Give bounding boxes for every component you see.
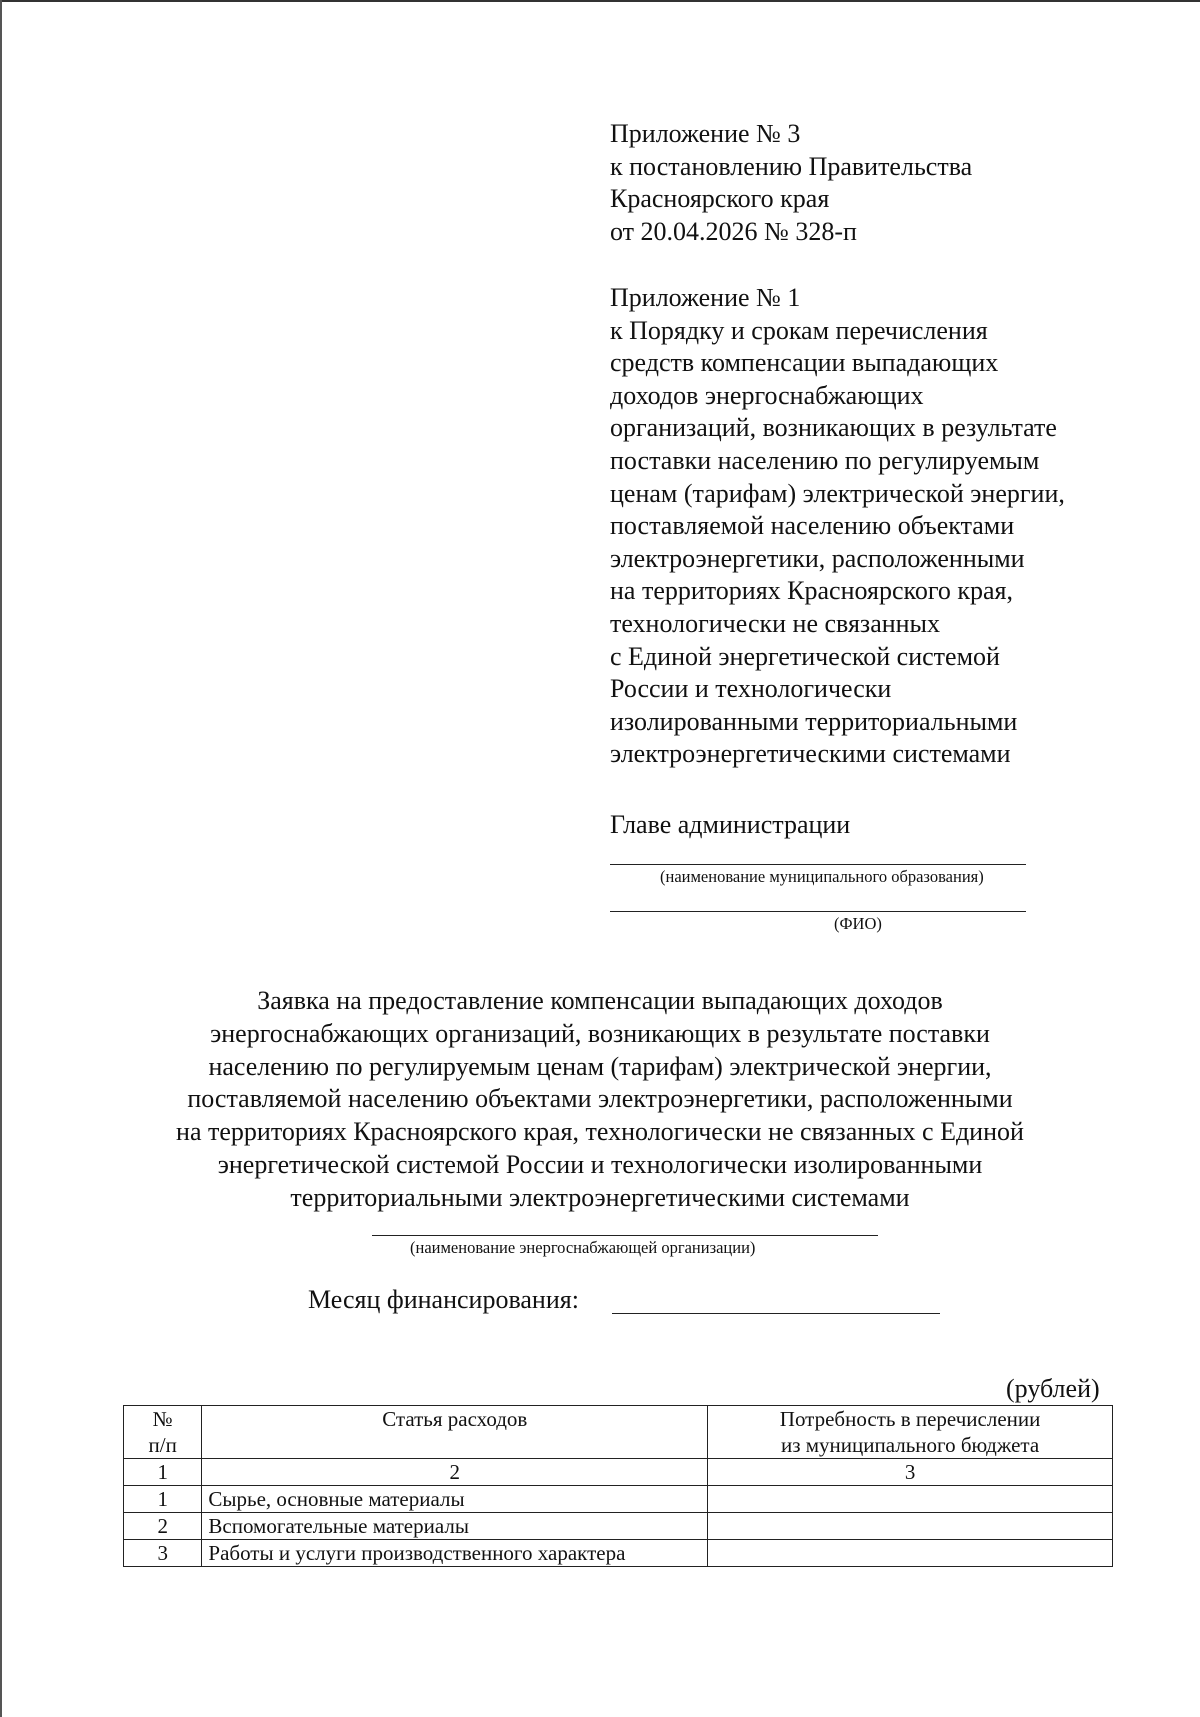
month-field-line — [612, 1313, 940, 1314]
title-line: энергоснабжающих организаций, возникающих в результате поставки — [210, 1018, 990, 1048]
row-item: Сырье, основные материалы — [202, 1486, 708, 1513]
appendix-1-line: поставки населению по регулируемым — [610, 445, 1040, 475]
appendix-1-line: электроэнергетики, расположенными — [610, 543, 1025, 573]
row-number: 3 — [124, 1540, 202, 1567]
header-need — [708, 1406, 1113, 1459]
organization-caption: (наименование энергоснабжающей организации) — [410, 1238, 756, 1257]
appendix-1-line: электроэнергетическими системами — [610, 739, 1011, 769]
appendix-1-line: поставляемой населению объектами — [610, 511, 1015, 541]
appendix-1-line: к Порядку и срокам перечисления — [610, 315, 988, 345]
appendix-3-line: Приложение № 3 — [610, 119, 801, 148]
appendix-1-line: средств компенсации выпадающих — [610, 348, 999, 378]
addressee-label: Главе администрации — [610, 810, 851, 839]
appendix-1-line: на территориях Красноярского края, — [610, 576, 1013, 606]
municipality-field-line — [610, 864, 1026, 865]
appendix-1-line: с Единой энергетической системой — [610, 641, 1000, 671]
scan-edge-top — [0, 0, 1200, 2]
column-number: 3 — [708, 1459, 1113, 1486]
table-row — [124, 1486, 1113, 1513]
row-item: Работы и услуги производственного характера — [202, 1540, 708, 1567]
municipality-caption: (наименование муниципального образования) — [660, 867, 984, 886]
appendix-1-line: изолированными территориальными — [610, 706, 1018, 736]
row-number: 2 — [124, 1513, 202, 1540]
appendix-3-line: Красноярского края — [610, 184, 830, 214]
header-num-line1: № — [152, 1407, 173, 1431]
row-need[interactable] — [708, 1513, 1113, 1540]
table-header-row — [124, 1406, 1113, 1459]
appendix-1-block — [610, 282, 1065, 771]
appendix-1-line: Приложение № 1 — [610, 283, 801, 312]
appendix-3-line: от 20.04.2026 № 328-п — [610, 216, 857, 246]
table-row — [124, 1513, 1113, 1540]
header-num — [124, 1406, 202, 1459]
title-line: энергетической системой России и технологически изолированными — [217, 1149, 983, 1179]
appendix-1-line: России и технологически — [610, 674, 892, 704]
organization-field-line — [372, 1235, 878, 1236]
header-need-line2: из муниципального бюджета — [780, 1433, 1040, 1457]
appendix-3-line: к постановлению Правительства — [610, 151, 973, 181]
column-number: 2 — [202, 1459, 708, 1486]
row-number: 1 — [124, 1486, 202, 1513]
title-line: территориальными электроэнергетическими системами — [290, 1182, 910, 1212]
application-title — [0, 985, 1200, 1215]
header-need-line1: Потребность в перечислении — [779, 1407, 1041, 1431]
appendix-3-block — [610, 118, 972, 248]
title-line: поставляемой населению объектами электроэнергетики, расположенными — [187, 1084, 1013, 1114]
appendix-1-line: ценам (тарифам) электрической энергии, — [610, 478, 1065, 508]
row-need[interactable] — [708, 1540, 1113, 1567]
header-num-line2: п/п — [148, 1433, 177, 1457]
appendix-1-line: доходов энергоснабжающих — [610, 380, 924, 410]
expenses-table — [123, 1405, 1113, 1567]
appendix-1-line: технологически не связанных — [610, 608, 941, 638]
table-row — [124, 1540, 1113, 1567]
scan-edge-left — [0, 0, 2, 1717]
title-line: на территориях Красноярского края, технологически не связанных с Единой — [176, 1117, 1024, 1147]
title-line: населению по регулируемым ценам (тарифам) электрической энергии, — [208, 1051, 992, 1081]
month-label: Месяц финансирования: — [308, 1285, 579, 1314]
header-item — [202, 1406, 708, 1459]
fio-field-line — [610, 911, 1026, 912]
row-item: Вспомогательные материалы — [202, 1513, 708, 1540]
title-line: Заявка на предоставление компенсации выпадающих доходов — [257, 986, 943, 1015]
fio-caption: (ФИО) — [834, 914, 882, 933]
header-item-label: Статья расходов — [382, 1407, 528, 1431]
appendix-1-line: организаций, возникающих в результате — [610, 413, 1057, 443]
units-label: (рублей) — [1006, 1374, 1100, 1403]
row-need[interactable] — [708, 1486, 1113, 1513]
column-number: 1 — [124, 1459, 202, 1486]
column-number-row — [124, 1459, 1113, 1486]
